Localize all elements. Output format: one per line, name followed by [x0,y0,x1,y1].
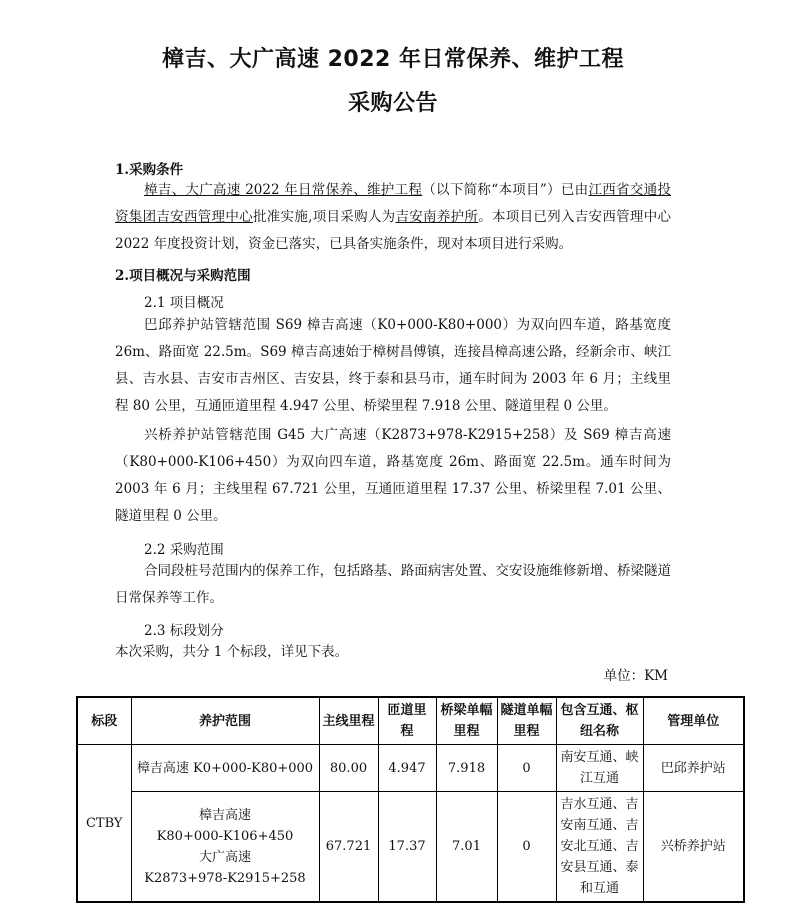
subsection-2-2: 2.2 采购范围 [144,542,224,558]
subsection-2-1: 2.1 项目概况 [144,295,224,311]
section-1-heading: 1.采购条件 [115,162,184,178]
header-unit: 管理单位 [643,697,744,745]
tunnel-cell: 0 [497,745,556,792]
tunnel-cell: 0 [497,792,556,903]
section-1-paragraph [115,177,671,258]
main-cell: 67.721 [319,792,378,903]
bridge-cell: 7.01 [436,792,497,903]
document-title: 樟吉、大广高速 2022 年日常保养、维护工程 [161,47,625,72]
segment-cell: CTBY [77,745,131,903]
header-ramp: 匝道里程 [378,697,436,745]
unit-cell: 巴邱养护站 [643,745,744,792]
para-text: （以下简称“本项目”）已由 [422,182,589,198]
scope-line: 樟吉高速 [198,807,251,823]
unit-label: 单位：KM [603,668,668,684]
header-main: 主线里程 [319,697,378,745]
main-cell: 80.00 [319,745,378,792]
scope-line: 大广高速 [198,849,251,865]
bridge-cell: 7.918 [436,745,497,792]
overview-paragraph-1: 巴邱养护站管辖范围 S69 樟吉高速（K0+000-K80+000）为双向四车道，路基宽度 26m、路面宽 22.5m。S69 樟吉高速始于樟树昌傅镇，连接昌樟高速公路，经新余市、峡江县、吉水县、吉安市吉州区、吉安县，终于泰和县马市，通车时间为 2003 年 6 月；主线里程 80 公里，互通匝道里程 4.947 公里、桥梁里程 7.918 公里、隧道里程 0 公里。 [115,317,671,414]
para-text: 批准实施,项目采购人为 [252,209,396,225]
interchange-cell: 南安互通、峡江互通 [556,745,643,792]
scope-line: K80+000-K106+450 [156,828,294,844]
ramp-cell: 4.947 [378,745,436,792]
section-2-heading: 2.项目概况与采购范围 [115,268,251,284]
scope-cell [131,792,319,903]
segment-paragraph: 本次采购，共分 1 个标段，详见下表。 [115,644,349,660]
table-row [77,745,744,792]
document-subtitle: 采购公告 [347,91,438,116]
interchange-cell: 吉水互通、吉安南互通、吉安北互通、吉安县互通、泰和互通 [556,792,643,903]
table-header-row [77,697,744,745]
approver-name: 江西省交通投资集团吉安西管理中心 [115,182,671,225]
header-scope: 养护范围 [131,697,319,745]
header-tunnel: 隧道单幅里程 [497,697,556,745]
project-name: 樟吉、大广高速 2022 年日常保养、维护工程 [144,182,423,198]
header-interchange: 包含互通、枢纽名称 [556,697,643,745]
ramp-cell: 17.37 [378,792,436,903]
unit-cell: 兴桥养护站 [643,792,744,903]
table-row [77,792,744,903]
overview-paragraph-2: 兴桥养护站管辖范围 G45 大广高速（K2873+978-K2915+258）及 S69 樟吉高速（K80+000-K106+450）为双向四车道，路基宽度 26m、路面宽 22.5m。通车时间为 2003 年 6 月；主线里程 67.721 公里，互通匝道里程 17.37 公里、桥梁里程 7.01 公里、隧道里程 0 公里。 [115,427,671,524]
scope-cell: 樟吉高速 K0+000-K80+000 [131,745,319,792]
para-text: 。本项目已列入吉安西管理中心 2022 年度投资计划，资金已落实，已具备实施条件，现对本项目进行采购。 [115,209,672,252]
header-bridge: 桥梁单幅里程 [436,697,497,745]
scope-line: K2873+978-K2915+258 [144,870,306,886]
segment-table [76,696,745,903]
purchaser-name: 吉安南养护所 [395,209,479,225]
subsection-2-3: 2.3 标段划分 [144,623,224,639]
header-segment: 标段 [77,697,131,745]
scope-paragraph: 合同段桩号范围内的保养工作，包括路基、路面病害处置、交安设施维修新增、桥梁隧道日常保养等工作。 [115,563,671,606]
